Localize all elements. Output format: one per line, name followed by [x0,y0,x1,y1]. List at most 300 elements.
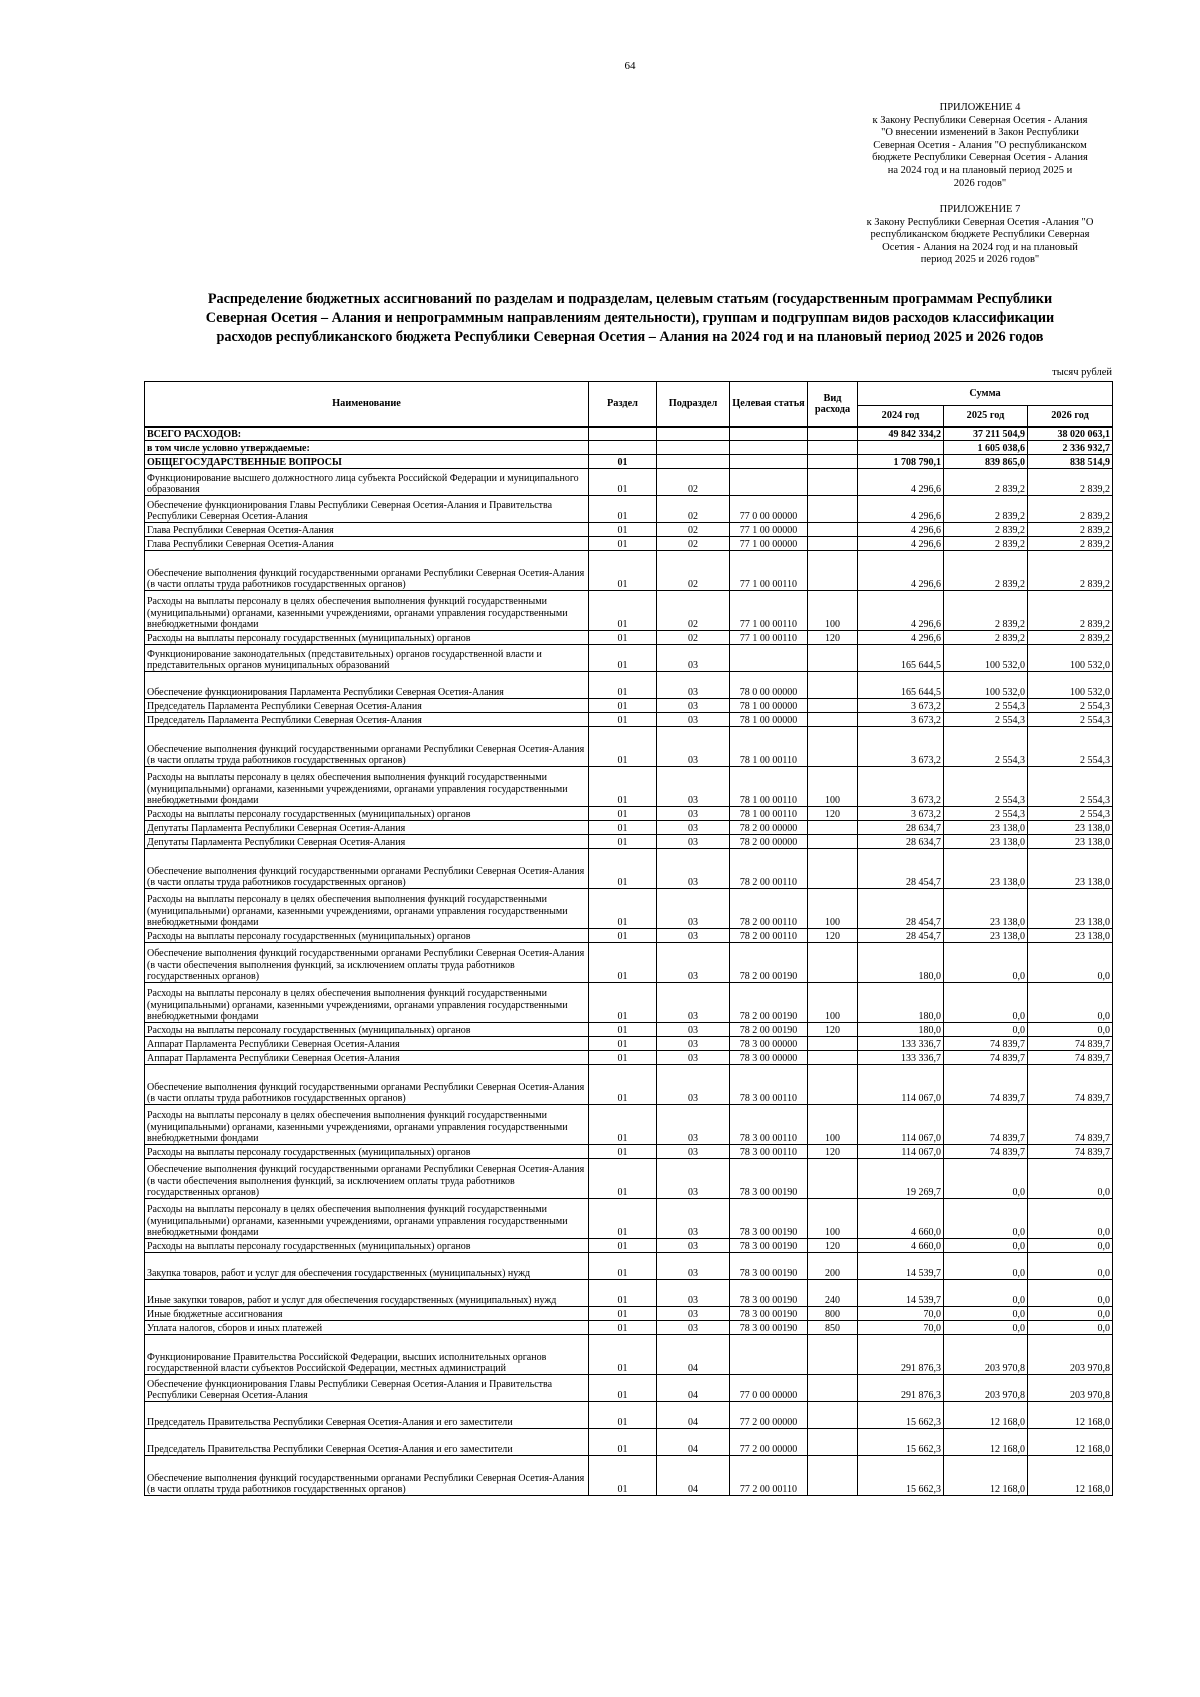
cell-subsection: 02 [657,551,730,591]
table-row [145,427,1113,441]
table-row [145,591,1113,631]
header-2025: 2025 год [944,406,1028,427]
cell-name: Председатель Правительства Республики Северная Осетия-Алания и его заместители [145,1402,589,1429]
cell-section: 01 [589,1199,657,1239]
cell-section: 01 [589,537,657,551]
cell-subsection: 02 [657,591,730,631]
cell-expense-kind: 120 [808,807,858,821]
annex-line: на 2024 год и на плановый период 2025 и [887,164,1073,176]
cell-target-article: 78 1 00 00110 [730,727,808,767]
cell-name: Глава Республики Северная Осетия-Алания [145,523,589,537]
table-row [145,1321,1113,1335]
cell-section: 01 [589,1023,657,1037]
cell-2026: 0,0 [1028,983,1113,1023]
cell-section: 01 [589,645,657,672]
cell-subsection: 04 [657,1429,730,1456]
cell-name: Расходы на выплаты персоналу в целях обеспечения выполнения функций государственными (муниципальными) органами, казенными учреждениями, органами управления государственными внебюджетными фондами [145,1105,589,1145]
cell-target-article: 77 1 00 00110 [730,631,808,645]
header-sum: Сумма [858,382,1113,406]
cell-2026: 2 554,3 [1028,727,1113,767]
cell-section: 01 [589,455,657,469]
cell-expense-kind: 850 [808,1321,858,1335]
cell-expense-kind: 100 [808,1199,858,1239]
cell-2026: 0,0 [1028,1239,1113,1253]
cell-name: Расходы на выплаты персоналу государственных (муниципальных) органов [145,929,589,943]
table-row [145,1037,1113,1051]
annex-line: Осетия - Алания на 2024 год и на плановый [882,241,1078,253]
document-title [150,290,1110,347]
cell-target-article [730,1335,808,1375]
cell-2024: 3 673,2 [858,727,944,767]
cell-2026: 2 839,2 [1028,523,1113,537]
cell-2025: 2 839,2 [944,551,1028,591]
annex-line: бюджете Республики Северная Осетия - Алания [872,152,1088,164]
cell-target-article [730,455,808,469]
cell-name: Расходы на выплаты персоналу в целях обеспечения выполнения функций государственными (муниципальными) органами, казенными учреждениями, органами управления государственными внебюджетными фондами [145,591,589,631]
cell-target-article: 78 2 00 00190 [730,1023,808,1037]
table-row [145,983,1113,1023]
cell-2024: 4 296,6 [858,537,944,551]
table-row [145,767,1113,807]
table-row [145,835,1113,849]
cell-target-article: 78 3 00 00190 [730,1321,808,1335]
table-row [145,1105,1113,1145]
cell-2026: 2 554,3 [1028,807,1113,821]
cell-2025: 203 970,8 [944,1375,1028,1402]
table-row [145,631,1113,645]
cell-2024: 4 660,0 [858,1239,944,1253]
units-label: тысяч рублей [1052,367,1112,378]
cell-expense-kind: 100 [808,983,858,1023]
cell-2025: 12 168,0 [944,1429,1028,1456]
cell-section: 01 [589,672,657,699]
cell-target-article: 78 1 00 00110 [730,807,808,821]
cell-2026: 203 970,8 [1028,1375,1113,1402]
table-row [145,1159,1113,1199]
cell-2026: 0,0 [1028,1280,1113,1307]
header-2026: 2026 год [1028,406,1113,427]
cell-2026: 0,0 [1028,1307,1113,1321]
cell-2026: 74 839,7 [1028,1051,1113,1065]
cell-target-article [730,645,808,672]
cell-subsection: 03 [657,767,730,807]
cell-2026: 0,0 [1028,943,1113,983]
table-row [145,537,1113,551]
cell-section: 01 [589,551,657,591]
cell-2024: 70,0 [858,1321,944,1335]
header-name: Наименование [145,382,589,427]
table-row [145,807,1113,821]
cell-section: 01 [589,849,657,889]
cell-subsection: 02 [657,469,730,496]
cell-section: 01 [589,889,657,929]
cell-2026: 100 532,0 [1028,672,1113,699]
cell-name: Расходы на выплаты персоналу государственных (муниципальных) органов [145,1239,589,1253]
table-row [145,1145,1113,1159]
cell-target-article: 78 3 00 00190 [730,1159,808,1199]
cell-section: 01 [589,469,657,496]
cell-expense-kind [808,496,858,523]
header-target-article: Целевая статья [730,382,808,427]
cell-2025: 23 138,0 [944,835,1028,849]
cell-2025: 2 839,2 [944,496,1028,523]
cell-subsection: 03 [657,1199,730,1239]
cell-target-article: 78 1 00 00110 [730,767,808,807]
cell-expense-kind [808,835,858,849]
cell-2024: 165 644,5 [858,645,944,672]
cell-2024: 4 296,6 [858,496,944,523]
cell-target-article: 77 0 00 00000 [730,1375,808,1402]
cell-2026: 38 020 063,1 [1028,427,1113,441]
cell-2026: 23 138,0 [1028,849,1113,889]
cell-section: 01 [589,591,657,631]
cell-subsection: 03 [657,835,730,849]
cell-target-article [730,427,808,441]
cell-name: Глава Республики Северная Осетия-Алания [145,537,589,551]
cell-subsection: 03 [657,1239,730,1253]
header-expense-kind: Вид расхода [808,382,858,427]
table-row [145,889,1113,929]
cell-expense-kind [808,1037,858,1051]
cell-2025: 2 839,2 [944,523,1028,537]
cell-subsection: 02 [657,523,730,537]
cell-2024: 3 673,2 [858,807,944,821]
cell-target-article: 78 0 00 00000 [730,672,808,699]
table-row [145,1239,1113,1253]
cell-target-article: 78 3 00 00000 [730,1051,808,1065]
cell-target-article [730,469,808,496]
cell-target-article: 78 3 00 00190 [730,1199,808,1239]
cell-target-article: 78 3 00 00190 [730,1307,808,1321]
cell-2024: 4 296,6 [858,523,944,537]
cell-2025: 23 138,0 [944,889,1028,929]
cell-name: Расходы на выплаты персоналу государственных (муниципальных) органов [145,631,589,645]
cell-2026: 23 138,0 [1028,821,1113,835]
table-row [145,1051,1113,1065]
cell-name: Обеспечение выполнения функций государственными органами Республики Северная Осетия-Алания (в части обеспечения выполнения функций, за исключением оплаты труда работников государственных органов) [145,1159,589,1199]
cell-name: Иные бюджетные ассигнования [145,1307,589,1321]
cell-section: 01 [589,1065,657,1105]
cell-target-article: 78 1 00 00000 [730,699,808,713]
cell-name: Функционирование законодательных (представительных) органов государственной власти и представительных органов муниципальных образований [145,645,589,672]
cell-2025: 2 839,2 [944,631,1028,645]
cell-expense-kind [808,455,858,469]
cell-section: 01 [589,1402,657,1429]
cell-2026: 203 970,8 [1028,1335,1113,1375]
cell-2026: 74 839,7 [1028,1145,1113,1159]
table-row [145,943,1113,983]
cell-section [589,441,657,455]
cell-2025: 74 839,7 [944,1145,1028,1159]
cell-2024: 4 296,6 [858,469,944,496]
cell-section: 01 [589,1145,657,1159]
cell-2025: 74 839,7 [944,1051,1028,1065]
table-row [145,821,1113,835]
cell-2025: 0,0 [944,1159,1028,1199]
cell-2024: 4 296,6 [858,631,944,645]
cell-name: Председатель Парламента Республики Северная Осетия-Алания [145,699,589,713]
cell-subsection: 02 [657,496,730,523]
cell-name: Депутаты Парламента Республики Северная Осетия-Алания [145,835,589,849]
cell-section: 01 [589,1335,657,1375]
cell-subsection: 04 [657,1335,730,1375]
cell-2025: 2 554,3 [944,699,1028,713]
cell-subsection: 04 [657,1456,730,1496]
title-line: Распределение бюджетных ассигнований по разделам и подразделам, целевым статьям (государственным программам Республики [207,291,1053,307]
cell-expense-kind [808,943,858,983]
cell-expense-kind [808,672,858,699]
cell-subsection: 03 [657,1065,730,1105]
table-row [145,1280,1113,1307]
cell-2025: 0,0 [944,983,1028,1023]
cell-subsection [657,441,730,455]
cell-name: Закупка товаров, работ и услуг для обеспечения государственных (муниципальных) нужд [145,1253,589,1280]
cell-2024 [858,441,944,455]
cell-2025: 2 554,3 [944,713,1028,727]
cell-2024: 114 067,0 [858,1145,944,1159]
cell-2025: 2 554,3 [944,767,1028,807]
cell-expense-kind: 120 [808,631,858,645]
cell-2025: 0,0 [944,1199,1028,1239]
cell-2025: 100 532,0 [944,645,1028,672]
title-line: расходов республиканского бюджета Республики Северная Осетия – Алания на 2024 год и на плановый период 2025 и 2026 годов [216,329,1044,345]
table-row [145,672,1113,699]
cell-subsection: 04 [657,1375,730,1402]
cell-section: 01 [589,1456,657,1496]
cell-subsection: 03 [657,1159,730,1199]
cell-target-article [730,441,808,455]
cell-2026: 2 839,2 [1028,591,1113,631]
cell-subsection: 03 [657,1105,730,1145]
cell-target-article: 78 2 00 00110 [730,889,808,929]
cell-subsection [657,427,730,441]
cell-2026: 12 168,0 [1028,1429,1113,1456]
cell-name: Иные закупки товаров, работ и услуг для обеспечения государственных (муниципальных) нужд [145,1280,589,1307]
annex-line: к Закону Республики Северная Осетия - Алания [872,114,1088,126]
cell-name: Расходы на выплаты персоналу государственных (муниципальных) органов [145,807,589,821]
cell-name: Обеспечение выполнения функций государственными органами Республики Северная Осетия-Алания (в части оплаты труда работников государственных органов) [145,551,589,591]
cell-subsection: 03 [657,1280,730,1307]
table-row [145,713,1113,727]
cell-name: Обеспечение функционирования Главы Республики Северная Осетия-Алания и Правительства Республики Северная Осетия-Алания [145,1375,589,1402]
cell-2025: 74 839,7 [944,1105,1028,1145]
cell-expense-kind [808,645,858,672]
cell-name: Обеспечение выполнения функций государственными органами Республики Северная Осетия-Алания (в части оплаты труда работников государственных органов) [145,727,589,767]
cell-name: Расходы на выплаты персоналу в целях обеспечения выполнения функций государственными (муниципальными) органами, казенными учреждениями, органами управления государственными внебюджетными фондами [145,983,589,1023]
annex-line: к Закону Республики Северная Осетия -Алания "О [866,216,1094,228]
cell-2026: 2 839,2 [1028,469,1113,496]
cell-2026: 12 168,0 [1028,1456,1113,1496]
cell-2024: 14 539,7 [858,1253,944,1280]
cell-name: Расходы на выплаты персоналу в целях обеспечения выполнения функций государственными (муниципальными) органами, казенными учреждениями, органами управления государственными внебюджетными фондами [145,1199,589,1239]
cell-name: Функционирование Правительства Российской Федерации, высших исполнительных органов государственной власти субъектов Российской Федерации, местных администраций [145,1335,589,1375]
annex-7-block [855,204,1105,267]
cell-2025: 0,0 [944,1307,1028,1321]
cell-name: Расходы на выплаты персоналу в целях обеспечения выполнения функций государственными (муниципальными) органами, казенными учреждениями, органами управления государственными внебюджетными фондами [145,767,589,807]
cell-2024: 28 634,7 [858,835,944,849]
cell-subsection: 03 [657,645,730,672]
cell-2025: 23 138,0 [944,849,1028,889]
cell-2026: 2 336 932,7 [1028,441,1113,455]
cell-2024: 28 454,7 [858,849,944,889]
cell-target-article: 77 2 00 00110 [730,1456,808,1496]
annex-4-block [855,102,1105,190]
cell-target-article: 78 2 00 00190 [730,983,808,1023]
cell-2025: 0,0 [944,1253,1028,1280]
cell-target-article: 77 1 00 00110 [730,551,808,591]
cell-2026: 74 839,7 [1028,1065,1113,1105]
cell-name: Аппарат Парламента Республики Северная Осетия-Алания [145,1051,589,1065]
cell-section: 01 [589,767,657,807]
cell-target-article: 78 2 00 00000 [730,821,808,835]
cell-expense-kind: 120 [808,1023,858,1037]
cell-name: Расходы на выплаты персоналу в целях обеспечения выполнения функций государственными (муниципальными) органами, казенными учреждениями, органами управления государственными внебюджетными фондами [145,889,589,929]
cell-section: 01 [589,821,657,835]
table-row [145,551,1113,591]
table-row [145,1402,1113,1429]
cell-name: Расходы на выплаты персоналу государственных (муниципальных) органов [145,1023,589,1037]
cell-subsection: 04 [657,1402,730,1429]
header-subsection: Подраздел [657,382,730,427]
cell-subsection: 03 [657,699,730,713]
table-row [145,1429,1113,1456]
cell-target-article: 77 1 00 00000 [730,523,808,537]
cell-2024: 14 539,7 [858,1280,944,1307]
cell-2025: 0,0 [944,943,1028,983]
cell-2026: 2 839,2 [1028,496,1113,523]
cell-expense-kind [808,713,858,727]
cell-name: в том числе условно утверждаемые: [145,441,589,455]
cell-expense-kind [808,1159,858,1199]
cell-subsection: 03 [657,1051,730,1065]
cell-expense-kind [808,1402,858,1429]
cell-expense-kind: 240 [808,1280,858,1307]
cell-2025: 0,0 [944,1023,1028,1037]
cell-2025: 1 605 038,6 [944,441,1028,455]
cell-expense-kind [808,1456,858,1496]
cell-subsection: 03 [657,1307,730,1321]
cell-subsection: 03 [657,943,730,983]
cell-2024: 3 673,2 [858,699,944,713]
cell-name: Обеспечение выполнения функций государственными органами Республики Северная Осетия-Алания (в части обеспечения выполнения функций, за исключением оплаты труда работников государственных органов) [145,943,589,983]
cell-2025: 0,0 [944,1239,1028,1253]
cell-2026: 2 554,3 [1028,767,1113,807]
table-row [145,496,1113,523]
cell-name: Обеспечение функционирования Парламента Республики Северная Осетия-Алания [145,672,589,699]
cell-expense-kind [808,537,858,551]
cell-section: 01 [589,1159,657,1199]
table-row [145,1199,1113,1239]
cell-expense-kind [808,469,858,496]
cell-name: Обеспечение функционирования Главы Республики Северная Осетия-Алания и Правительства Республики Северная Осетия-Алания [145,496,589,523]
cell-2024: 180,0 [858,983,944,1023]
cell-2024: 3 673,2 [858,767,944,807]
cell-target-article: 78 3 00 00110 [730,1145,808,1159]
cell-2024: 49 842 334,2 [858,427,944,441]
cell-2024: 15 662,3 [858,1456,944,1496]
cell-2025: 2 839,2 [944,469,1028,496]
table-row [145,455,1113,469]
header-2024: 2024 год [858,406,944,427]
cell-2024: 15 662,3 [858,1429,944,1456]
cell-name: Обеспечение выполнения функций государственными органами Республики Северная Осетия-Алания (в части оплаты труда работников государственных органов) [145,849,589,889]
cell-2026: 0,0 [1028,1199,1113,1239]
cell-2024: 180,0 [858,943,944,983]
cell-expense-kind: 120 [808,1145,858,1159]
cell-2024: 291 876,3 [858,1375,944,1402]
cell-section: 01 [589,1037,657,1051]
budget-table [144,381,1113,1496]
annex-line: 2026 годов" [953,177,1007,189]
cell-expense-kind [808,427,858,441]
cell-2024: 133 336,7 [858,1037,944,1051]
cell-expense-kind: 120 [808,1239,858,1253]
annex-line: период 2025 и 2026 годов" [920,254,1040,266]
cell-section: 01 [589,1280,657,1307]
cell-subsection: 03 [657,672,730,699]
cell-2024: 3 673,2 [858,713,944,727]
cell-2025: 2 839,2 [944,591,1028,631]
cell-expense-kind: 100 [808,591,858,631]
cell-target-article: 77 1 00 00110 [730,591,808,631]
cell-2024: 19 269,7 [858,1159,944,1199]
table-row [145,849,1113,889]
cell-target-article: 78 3 00 00110 [730,1065,808,1105]
cell-section: 01 [589,983,657,1023]
cell-section: 01 [589,929,657,943]
cell-2025: 2 554,3 [944,727,1028,767]
table-row [145,929,1113,943]
cell-2025: 839 865,0 [944,455,1028,469]
cell-2024: 180,0 [858,1023,944,1037]
cell-2025: 12 168,0 [944,1456,1028,1496]
cell-2026: 23 138,0 [1028,835,1113,849]
cell-target-article: 77 2 00 00000 [730,1429,808,1456]
annex-line: Северная Осетия - Алания "О республиканском [873,139,1087,151]
cell-target-article: 78 3 00 00110 [730,1105,808,1145]
cell-subsection: 03 [657,1145,730,1159]
table-row [145,699,1113,713]
cell-section: 01 [589,496,657,523]
cell-subsection: 03 [657,713,730,727]
cell-2026: 2 839,2 [1028,551,1113,591]
cell-target-article: 78 3 00 00190 [730,1253,808,1280]
cell-subsection: 02 [657,537,730,551]
cell-subsection: 03 [657,821,730,835]
cell-target-article: 78 3 00 00190 [730,1239,808,1253]
cell-2026: 23 138,0 [1028,929,1113,943]
cell-target-article: 77 2 00 00000 [730,1402,808,1429]
cell-2024: 15 662,3 [858,1402,944,1429]
table-row [145,441,1113,455]
cell-expense-kind: 100 [808,1105,858,1145]
table-row [145,645,1113,672]
table-header [145,382,1113,427]
cell-2026: 0,0 [1028,1159,1113,1199]
cell-name: Обеспечение выполнения функций государственными органами Республики Северная Осетия-Алания (в части оплаты труда работников государственных органов) [145,1456,589,1496]
cell-name: Обеспечение выполнения функций государственными органами Республики Северная Осетия-Алания (в части оплаты труда работников государственных органов) [145,1065,589,1105]
cell-2025: 37 211 504,9 [944,427,1028,441]
cell-2025: 2 554,3 [944,807,1028,821]
cell-expense-kind [808,1051,858,1065]
cell-2024: 4 296,6 [858,591,944,631]
cell-2024: 114 067,0 [858,1105,944,1145]
cell-target-article: 78 2 00 00110 [730,849,808,889]
cell-subsection: 03 [657,889,730,929]
cell-2024: 4 296,6 [858,551,944,591]
cell-2024: 133 336,7 [858,1051,944,1065]
cell-name: Аппарат Парламента Республики Северная Осетия-Алания [145,1037,589,1051]
